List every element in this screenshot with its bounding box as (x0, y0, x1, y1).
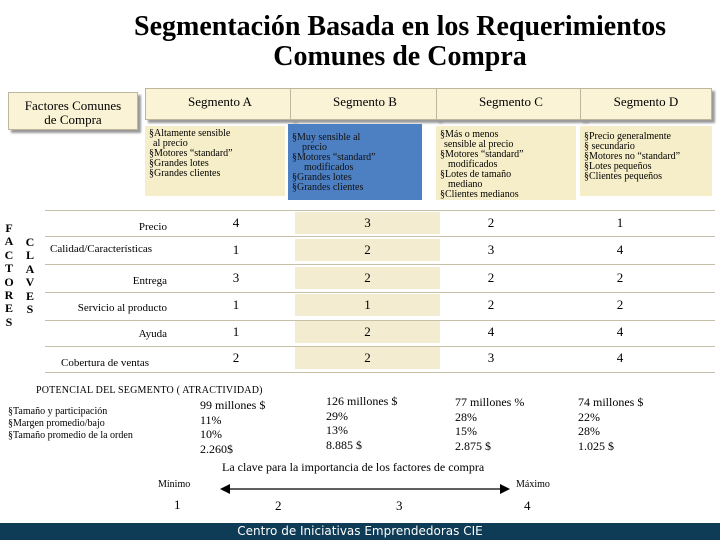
cell-servicio-d: 2 (616, 297, 624, 312)
segment-c-desc-line: modificados (448, 159, 498, 170)
footer-bar (0, 523, 720, 540)
segment-a-desc-line: al precio (153, 138, 188, 149)
cell-ayuda-d: 4 (616, 324, 624, 339)
segment-c-desc-line: §Clientes medianos (440, 189, 519, 200)
segment-d-description (580, 126, 712, 196)
footer-text: Centro de Iniciativas Emprendedoras CIE (237, 524, 483, 538)
factores-letter: F (5, 221, 13, 235)
scale-max-label: Máximo (516, 479, 550, 490)
segment-c-desc-line: §Lotes de tamaño (440, 169, 512, 180)
potential-value: 1.025 $ (578, 438, 614, 453)
scale-tick: 2 (275, 498, 282, 513)
cell-calidad-a: 1 (232, 242, 240, 257)
scale-tick: 3 (396, 498, 403, 513)
claves-letter: L (25, 248, 34, 263)
segment-a-description (145, 126, 285, 196)
potential-segment-d (578, 395, 643, 453)
title-line-1: Segmentación Basada en los Requerimientos (134, 11, 666, 42)
potential-value: 126 millones $ (326, 394, 398, 408)
cell-calidad-b: 2 (295, 239, 440, 261)
row-separator (45, 372, 715, 373)
potential-value: 74 millones $ (578, 395, 644, 409)
row-separator (45, 210, 715, 211)
factor-label-cobertura: Cobertura de ventas (61, 357, 149, 369)
row-separator (45, 292, 715, 293)
cell-ayuda-b: 2 (295, 321, 440, 343)
segment-b-name: Segmento B (333, 94, 397, 109)
claves-letter: A (25, 261, 35, 276)
factor-label-ayuda: Ayuda (138, 328, 167, 340)
factores-letter: T (4, 261, 13, 276)
factores-letter: A (4, 234, 14, 249)
cell-cobertura-a: 2 (232, 350, 240, 365)
potential-labels (8, 406, 133, 442)
segment-a-desc-line: §Motores “standard” (149, 148, 233, 159)
segment-c-desc-line: sensible al precio (444, 139, 514, 150)
segment-b-desc-line: §Grandes lotes (292, 172, 352, 183)
potential-value: 2.875 $ (455, 438, 491, 453)
potential-title: POTENCIAL DEL SEGMENTO ( ATRACTIVIDAD) (36, 385, 263, 396)
cell-calidad-d: 4 (616, 242, 624, 257)
segment-c-description (436, 126, 576, 200)
factor-label-servicio: Servicio al producto (77, 302, 167, 314)
factor-label-precio: Precio (138, 221, 167, 233)
potential-value: 99 millones $ (200, 398, 266, 412)
factores-letter: C (4, 247, 14, 262)
cell-entrega-d: 2 (616, 270, 624, 285)
scale-caption: La clave para la importancia de los factores de compra (222, 460, 485, 474)
scale-arrow (220, 482, 510, 496)
segment-c-desc-line: §Motores “standard” (440, 149, 524, 160)
claves-letter: E (25, 288, 34, 303)
cell-servicio-b: 1 (295, 294, 440, 316)
segment-b-desc-line: modificados (304, 162, 354, 173)
cell-precio-c: 2 (487, 215, 495, 230)
potential-segment-b (326, 394, 397, 452)
potential-value: 11% (200, 412, 222, 427)
factor-label-calidad: Calidad/Características (49, 243, 152, 255)
factor-label-entrega: Entrega (132, 275, 167, 287)
cell-entrega-a: 3 (232, 270, 240, 285)
factors-header-line-2: de Compra (44, 112, 102, 127)
potential-label: §Tamaño y participación (8, 406, 108, 417)
segment-b-desc-line: §Muy sensible al (292, 132, 361, 143)
cell-ayuda-c: 4 (487, 324, 495, 339)
potential-value: 77 millones % (455, 395, 525, 409)
claves-vertical-label (23, 236, 37, 316)
potential-value: 10% (200, 427, 222, 441)
segment-b-desc-line: precio (302, 142, 327, 153)
segment-a-desc-line: §Altamente sensible (149, 128, 231, 139)
cell-precio-d: 1 (616, 215, 624, 230)
cell-servicio-a: 1 (232, 297, 240, 312)
factores-letter: E (4, 301, 13, 316)
potential-label: §Tamaño promedio de la orden (8, 430, 133, 441)
segment-a-desc-line: §Grandes lotes (149, 158, 209, 169)
segment-d-desc-line: §Clientes pequeños (584, 171, 663, 182)
segment-a-desc-line: §Grandes clientes (149, 168, 221, 179)
cell-precio-b: 3 (295, 212, 440, 234)
cell-entrega-c: 2 (487, 270, 495, 285)
page-title (0, 12, 720, 72)
potential-value: 15% (455, 424, 477, 438)
potential-value: 13% (326, 423, 348, 437)
potential-segment-a (200, 398, 265, 456)
cell-ayuda-a: 1 (232, 324, 240, 339)
cell-cobertura-c: 3 (487, 350, 495, 365)
potential-value: 2.260$ (200, 441, 233, 456)
segment-c-header (436, 88, 586, 120)
factores-letter: R (4, 288, 14, 303)
row-separator (45, 264, 715, 265)
segment-d-desc-line: §Lotes pequeños (584, 161, 652, 172)
potential-value: 29% (326, 408, 348, 423)
potential-segment-c (455, 395, 524, 453)
factores-vertical-label (2, 222, 16, 329)
segment-d-name: Segmento D (613, 94, 679, 109)
cell-calidad-c: 3 (487, 242, 495, 257)
factores-letter: O (4, 274, 14, 289)
claves-letter: V (25, 275, 35, 290)
title-line-2: Comunes de Compra (273, 41, 527, 72)
factors-header-line-1: Factores Comunes (24, 98, 122, 113)
cell-servicio-c: 2 (487, 297, 495, 312)
factores-letter: S (5, 314, 13, 329)
claves-letter: C (25, 235, 35, 249)
segment-d-desc-line: §Motores no “standard” (584, 151, 681, 162)
potential-value: 22% (578, 409, 600, 424)
cell-cobertura-b: 2 (295, 347, 440, 369)
scale-min-label: Mínimo (158, 479, 191, 490)
cell-entrega-b: 2 (295, 267, 440, 289)
potential-value: 28% (455, 409, 477, 424)
segment-c-desc-line: §Más o menos (440, 129, 499, 140)
potential-label: §Margen promedio/bajo (8, 418, 105, 429)
scale-tick: 4 (524, 498, 531, 513)
scale-tick: 1 (174, 497, 181, 512)
segment-a-name: Segmento A (188, 94, 252, 109)
segment-c-name: Segmento C (479, 94, 543, 109)
segment-c-desc-line: mediano (448, 179, 483, 190)
factors-header-box (8, 92, 138, 130)
segment-d-desc-line: § secundario (584, 141, 635, 152)
segment-b-desc-line: §Grandes clientes (292, 182, 364, 193)
segment-d-desc-line: §Precio generalmente (584, 131, 671, 142)
segment-b-header (290, 88, 440, 120)
potential-value: 8.885 $ (326, 437, 362, 452)
segment-b-desc-line: §Motores “standard” (292, 152, 376, 163)
potential-value: 28% (578, 424, 600, 438)
cell-cobertura-d: 4 (616, 350, 624, 365)
claves-letter: S (26, 302, 34, 317)
row-separator (45, 236, 715, 237)
segment-a-header (145, 88, 295, 120)
segment-d-header (580, 88, 712, 120)
cell-precio-a: 4 (232, 215, 240, 230)
segment-b-description (288, 124, 422, 200)
